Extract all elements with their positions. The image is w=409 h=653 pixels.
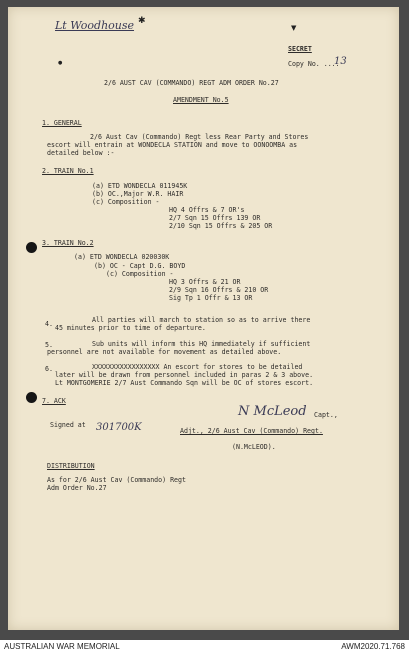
signed-at-label: Signed at (50, 421, 86, 429)
copy-number-label: Copy No. .... (288, 60, 340, 68)
section-2-item-b: (b) OC.,Major W.R. HAIR (92, 190, 184, 198)
pin-mark: ▼ (291, 24, 297, 32)
section-1-line-3: detailed below :- (47, 149, 115, 157)
section-3-item-c: (c) Composition - (106, 270, 174, 278)
officer-name: (N.McLEOD). (232, 443, 276, 451)
section-1-line-1: 2/6 Aust Cav (Commando) Regt less Rear Party and Stores (90, 133, 309, 141)
section-4-line-2: 45 minutes prior to time of departure. (55, 324, 206, 332)
section-5-line-1: Sub units will inform this HQ immediately if sufficient (92, 340, 311, 348)
distribution-heading: DISTRIBUTION (47, 462, 95, 470)
section-5-line-2: personnel are not available for movement as detailed above. (47, 348, 282, 356)
signed-time: 301700K (96, 422, 142, 433)
section-2-item-a: (a) ETD WONDECLA 011945K (92, 182, 188, 190)
signature: N McLeod (238, 404, 307, 419)
section-1-line-2: escort will entrain at WONDECLA STATION and move to OONOOMBA as (47, 141, 298, 149)
footer-source: AUSTRALIAN WAR MEMORIAL (4, 642, 120, 651)
punch-hole-upper (26, 242, 37, 253)
classification-label: SECRET (288, 45, 312, 53)
footer-accession-number: AWM2020.71.768 (341, 642, 405, 651)
distribution-line-2: Adm Order No.27 (47, 484, 107, 492)
section-3-item-b: (b) OC - Capt D.G. BOYD (94, 262, 186, 270)
section-3-composition-1: HQ 3 Offrs & 21 OR (169, 278, 241, 286)
section-1-heading: 1. GENERAL (42, 119, 82, 127)
adjutant-line: Adjt., 2/6 Aust Cav (Commando) Regt. (180, 427, 323, 435)
section-3-item-a: (a) ETD WONDECLA 020030K (74, 253, 170, 261)
pencil-mark: ✱ (138, 16, 146, 26)
section-7-heading: 7. ACK (42, 397, 66, 405)
section-2-composition-1: HQ 4 Offrs & 7 OR's (169, 206, 245, 214)
section-5-number: 5. (45, 341, 53, 349)
document-page (8, 7, 399, 630)
section-6-line-1: XXXXXXXXXXXXXXXXX An escort for stores to be detailed (92, 363, 303, 371)
distribution-line-1: As for 2/6 Aust Cav (Commando) Regt (47, 476, 186, 484)
section-3-heading: 3. TRAIN No.2 (42, 239, 94, 247)
section-3-composition-3: Sig Tp 1 Offr & 13 OR (169, 294, 253, 302)
amendment-title: AMENDMENT No.5 (173, 96, 229, 104)
rank-label: Capt., (314, 411, 338, 419)
punch-hole-lower (26, 392, 37, 403)
copy-number-value: 13 (334, 56, 347, 67)
section-6-line-3: Lt MONTGOMERIE 2/7 Aust Commando Sqn will be OC of stores escort. (55, 379, 314, 387)
section-2-item-c: (c) Composition - (92, 198, 160, 206)
section-4-number: 4. (45, 320, 53, 328)
dot-mark: ● (58, 60, 63, 66)
section-3-composition-2: 2/9 Sqn 16 Offrs & 210 OR (169, 286, 269, 294)
section-6-line-2: later will be drawn from personnel included in paras 2 & 3 above. (55, 371, 314, 379)
section-6-number: 6. (45, 365, 53, 373)
section-4-line-1: All parties will march to station so as to arrive there (92, 316, 311, 324)
section-2-composition-3: 2/10 Sqn 15 Offrs & 205 OR (169, 222, 273, 230)
handwritten-name: Lt Woodhouse (55, 19, 135, 32)
document-title: 2/6 AUST CAV (COMMANDO) REGT ADM ORDER No.27 (104, 79, 279, 87)
section-2-heading: 2. TRAIN No.1 (42, 167, 94, 175)
section-2-composition-2: 2/7 Sqn 15 Offrs 139 OR (169, 214, 261, 222)
